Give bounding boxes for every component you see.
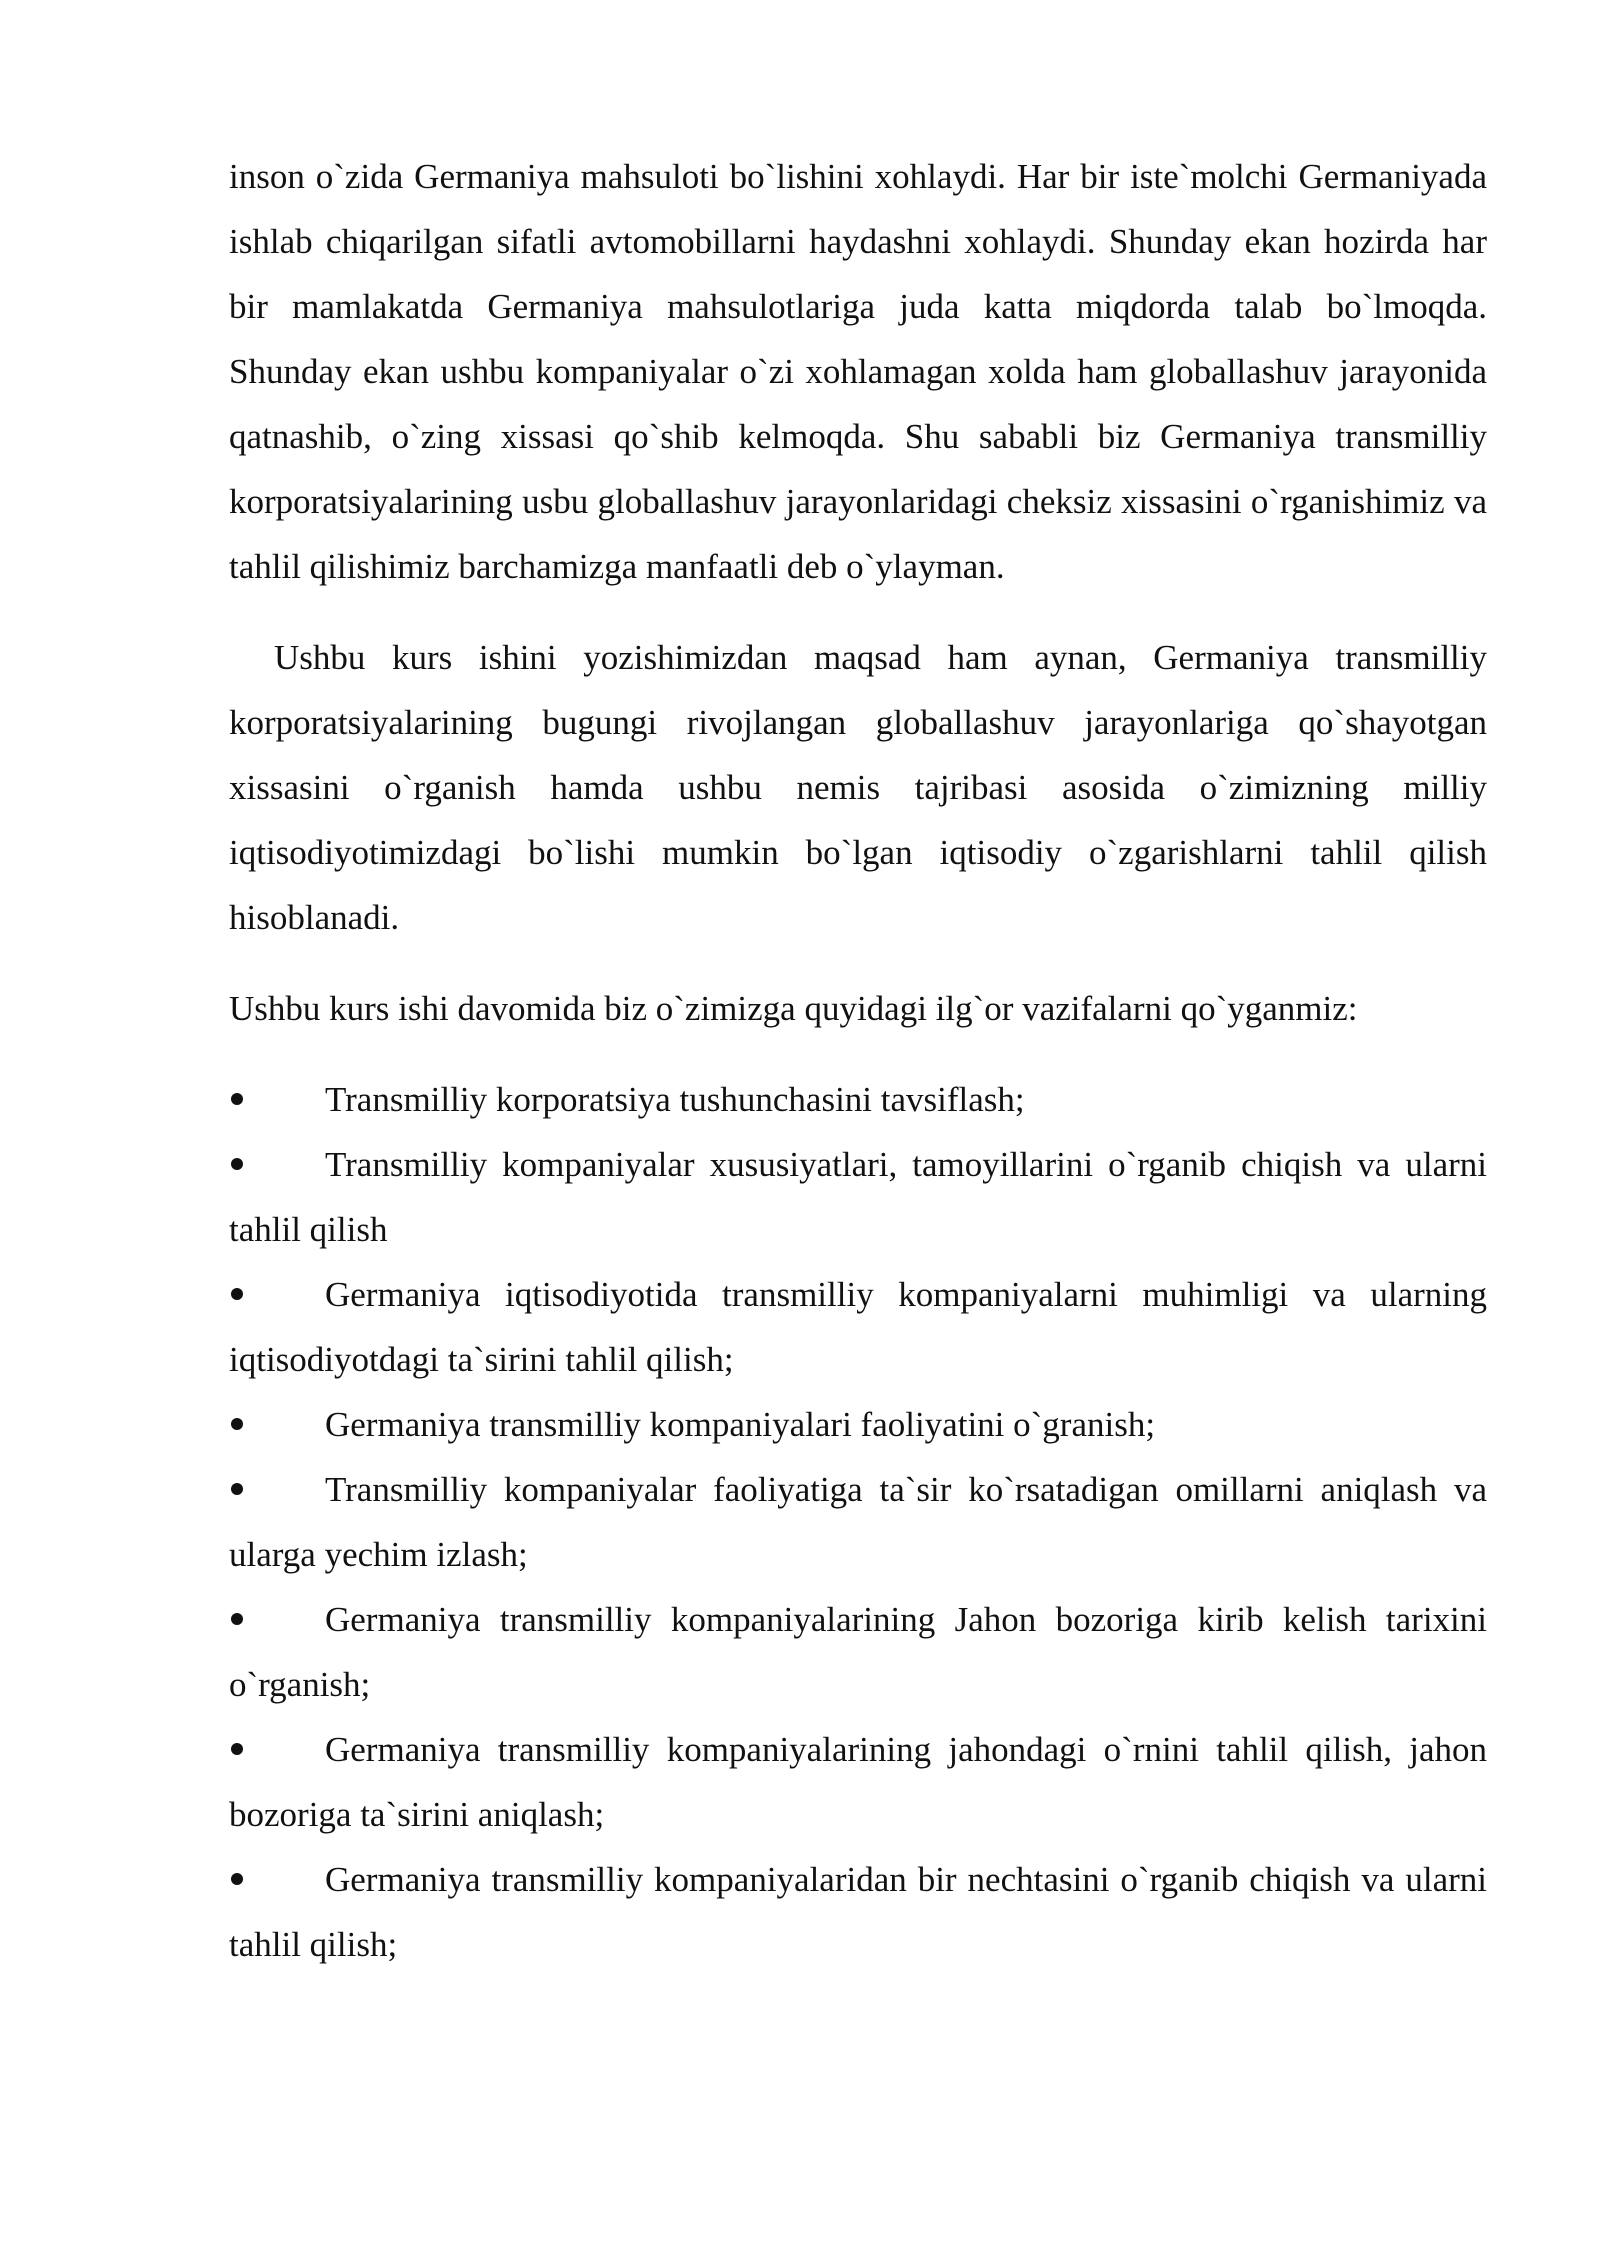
list-item-text: Germaniya transmilliy kompaniyalaridan bir nechtasini o`rganib chiqish va ularni tahlil qilish; — [229, 1860, 1487, 1964]
bullet-icon — [229, 1457, 325, 1522]
list-item — [229, 1067, 1487, 1132]
list-item-text: Transmilliy kompaniyalar xususiyatlari, tamoyillarini o`rganib chiqish va ularni tahlil qilish — [229, 1145, 1487, 1249]
bullet-icon — [229, 1392, 325, 1457]
bullet-icon — [229, 1067, 325, 1132]
list-item-text: Germaniya iqtisodiyotida transmilliy kompaniyalarni muhimligi va ularning iqtisodiyotdagi ta`sirini tahlil qilish; — [229, 1275, 1487, 1379]
list-item — [229, 1132, 1487, 1262]
list-item-text: Germaniya transmilliy kompaniyalari faoliyatini o`granish; — [325, 1405, 1156, 1444]
task-list — [229, 1067, 1487, 1977]
bullet-icon — [229, 1132, 325, 1197]
list-item-text: Germaniya transmilliy kompaniyalarining Jahon bozoriga kirib kelish tarixini o`rganish; — [229, 1600, 1487, 1704]
paragraph-intro: inson o`zida Germaniya mahsuloti bo`lishini xohlaydi. Har bir iste`molchi Germaniyada ishlab chiqarilgan sifatli avtomobillarni haydashni xohlaydi. Shunday ekan hozirda har bir mamlakatda Germaniya mahsulotlariga juda katta miqdorda talab bo`lmoqda. Shunday ekan ushbu kompaniyalar o`zi xohlamagan xolda ham globallashuv jarayonida qatnashib, o`zing xissasi qo`shib kelmoqda. Shu sababli biz Germaniya transmilliy korporatsiyalarining usbu globallashuv jarayonlaridagi cheksiz xissasini o`rganishimiz va tahlil qilishimiz barchamizga manfaatli deb o`ylayman. — [229, 157, 1487, 586]
list-item — [229, 1457, 1487, 1587]
list-item-text: Transmilliy kompaniyalar faoliyatiga ta`sir ko`rsatadigan omillarni aniqlash va ularga yechim izlash; — [229, 1470, 1487, 1574]
list-item — [229, 1262, 1487, 1392]
bullet-icon — [229, 1587, 325, 1652]
list-item-text: Germaniya transmilliy kompaniyalarining jahondagi o`rnini tahlil qilish, jahon bozoriga ta`sirini aniqlash; — [229, 1730, 1487, 1834]
paragraph-purpose: Ushbu kurs ishini yozishimizdan maqsad ham aynan, Germaniya transmilliy korporatsiyalarining bugungi rivojlangan globallashuv jarayonlariga qo`shayotgan xissasini o`rganish hamda ushbu nemis tajribasi asosida o`zimizning milliy iqtisodiyotimizdagi bo`lishi mumkin bo`lgan iqtisodiy o`zgarishlarni tahlil qilish hisoblanadi. — [229, 638, 1487, 937]
document-body — [229, 144, 1487, 1977]
list-item — [229, 1717, 1487, 1847]
list-item-text: Transmilliy korporatsiya tushunchasini tavsiflash; — [325, 1080, 1025, 1119]
bullet-icon — [229, 1262, 325, 1327]
paragraph-tasks-intro: Ushbu kurs ishi davomida biz o`zimizga quyidagi ilg`or vazifalarni qo`yganmiz: — [229, 989, 1358, 1028]
list-item — [229, 1847, 1487, 1977]
list-item — [229, 1587, 1487, 1717]
bullet-icon — [229, 1847, 325, 1912]
list-item — [229, 1392, 1487, 1457]
bullet-icon — [229, 1717, 325, 1782]
